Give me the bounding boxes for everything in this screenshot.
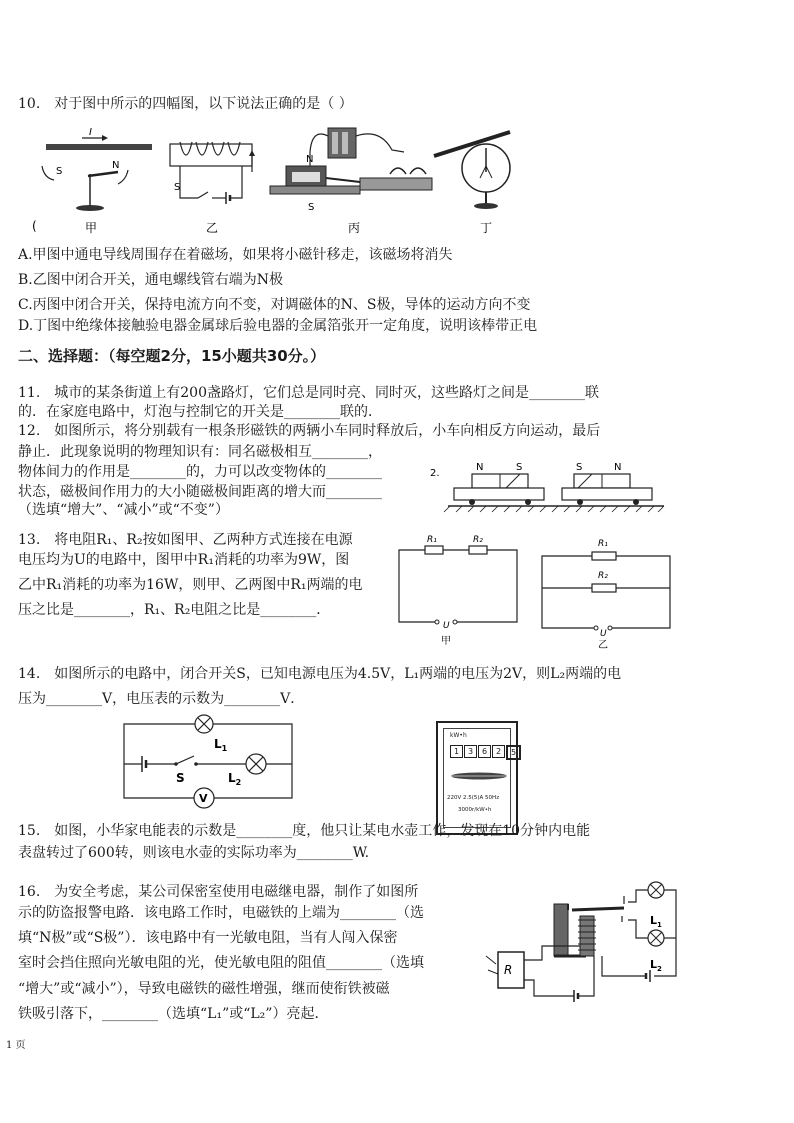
- q16-line-1: 16. 为安全考虑，某公司保密室使用电磁继电器，制作了如图所: [18, 884, 419, 900]
- lamp-l2-label: $L_2$: [650, 958, 662, 973]
- circuit-label-yi: 乙: [598, 640, 608, 651]
- q11-line-2: 的．在家庭电路中，灯泡与控制它的开关是________联的．: [18, 404, 382, 420]
- q10-option-b: B.乙图中闭合开关，通电螺线管右端为N极: [18, 272, 283, 288]
- q13-line-3: 乙中R₁消耗的功率为16W，则甲、乙两图中R₁两端的电: [18, 577, 363, 593]
- meter-digit: 2: [492, 745, 505, 758]
- meter-digits: [450, 745, 522, 760]
- q16-relay-circuit: [484, 880, 684, 1006]
- current-label: I: [89, 127, 92, 138]
- q12-line-5: （选填“增大”、“减小”或“不变”）: [18, 502, 229, 518]
- q16-line-4: 室时会挡住照向光敏电阻的光，使光敏电阻的阻值________（选填: [18, 955, 424, 971]
- r1-label: R₁: [427, 535, 437, 545]
- q16-line-5: “增大”或“减小”），导致电磁铁的磁性增强，继而使衔铁被磁: [18, 981, 390, 997]
- photoresistor-label: R: [504, 963, 513, 977]
- q16-line-3: 填“N极”或“S极”）．该电路中有一光敏电阻，当有人闯入保密: [18, 930, 398, 946]
- q11-line-1: 11. 城市的某条街道上有200盏路灯，它们总是同时亮、同时灭，这些路灯之间是________联: [18, 385, 599, 401]
- magnet-1-s: S: [516, 462, 523, 473]
- switch-label: S: [174, 182, 181, 193]
- q10-stem: 10. 对于图中所示的四幅图，以下说法正确的是（ ）: [18, 96, 353, 112]
- meter-constant: 3000r/kW•h: [458, 807, 492, 813]
- lamp-l1-label: $L_1$: [214, 737, 228, 753]
- figure-bing: [270, 128, 432, 235]
- q16-line-6: 铁吸引落下，________（选填“L₁”或“L₂”）亮起．: [18, 1006, 329, 1022]
- magnet-2-n: N: [614, 462, 622, 473]
- meter-digit: 6: [478, 745, 491, 758]
- r1-label: R₁: [598, 539, 608, 549]
- q16-line-2: 示的防盗报警电路．该电路工作时，电磁铁的上端为________（选: [18, 905, 424, 921]
- north-label: N: [112, 160, 120, 171]
- q10-figures: [30, 122, 530, 240]
- voltage-label: U: [600, 629, 607, 639]
- q13-line-2: 电压均为U的电路中，图甲中R₁消耗的功率为9W，图: [18, 552, 350, 568]
- q14-line-2: 压为________V，电压表的示数为________V．: [18, 691, 305, 707]
- q12-line-1: 12. 如图所示，将分别载有一根条形磁铁的两辆小车同时释放后，小车向相反方向运动，最后: [18, 423, 601, 439]
- q13-line-4: 压之比是________，R₁、R₂电阻之比是________．: [18, 602, 331, 618]
- voltage-label: U: [443, 621, 450, 631]
- figure-yi: [170, 142, 255, 235]
- q10-option-a: A.甲图中通电导线周围存在着磁场，如果将小磁针移走，该磁场将消失: [18, 247, 453, 263]
- figure-jia: [42, 127, 152, 235]
- meter-unit: kW•h: [450, 732, 467, 739]
- q13-line-1: 13. 将电阻R₁、R₂按如图甲、乙两种方式连接在电源: [18, 532, 353, 548]
- q12-line-4: 状态，磁极间作用力的大小随磁极间距离的增大而________: [18, 484, 382, 500]
- meter-dial-icon: [448, 767, 510, 785]
- q15-line-1: 15. 如图，小华家电能表的示数是________度，他只让某电水壶工作，发现在10分钟内电能: [18, 823, 591, 839]
- q13-circuit-jia: [395, 528, 525, 648]
- energy-meter: [436, 721, 518, 835]
- magnet-2-s: S: [576, 462, 583, 473]
- q12-line-3: 物体间力的作用是________的，力可以改变物体的________: [18, 464, 382, 480]
- figure-ding: [434, 132, 510, 235]
- q13-circuit-yi: [538, 528, 678, 652]
- meter-digit: 1: [450, 745, 463, 758]
- meter-digit: 5: [506, 745, 521, 760]
- lamp-l1-label: $L_1$: [650, 914, 662, 929]
- r2-label: R₂: [473, 535, 483, 545]
- figure-number: 2.: [430, 468, 440, 479]
- north-label: N: [306, 154, 314, 165]
- q10-option-d: D.丁图中绝缘体接触验电器金属球后验电器的金属箔张开一定角度，说明该棒带正电: [18, 318, 538, 334]
- lamp-l2-label: $L_2$: [228, 771, 242, 787]
- figure-label-ding: 丁: [480, 221, 493, 235]
- q12-figure: [428, 458, 678, 518]
- circuit-label-jia: 甲: [441, 636, 451, 647]
- meter-digit: 3: [464, 745, 477, 758]
- section-2-title: 二、选择题：（每空题2分，15小题共30分。）: [18, 347, 326, 365]
- figure-label-bing: 丙: [348, 221, 361, 235]
- south-label: S: [308, 202, 315, 213]
- meter-rating: 220V 2.5(5)A 50Hz: [447, 795, 500, 801]
- q15-line-2: 表盘转过了600转，则该电水壶的实际功率为________W.: [18, 845, 370, 861]
- q12-line-2: 静止．此现象说明的物理知识有：同名磁极相互________，: [18, 444, 382, 460]
- r2-label: R₂: [598, 571, 608, 581]
- figure-label-jia: 甲: [85, 221, 98, 235]
- figure-label-yi: 乙: [206, 221, 219, 235]
- answer-paren: (: [32, 219, 37, 233]
- q10-option-c: C.丙图中闭合开关，保持电流方向不变，对调磁体的N、S极，导体的运动方向不变: [18, 297, 531, 313]
- q14-circuit: [118, 712, 298, 812]
- q14-line-1: 14. 如图所示的电路中，闭合开关S，已知电源电压为4.5V，L₁两端的电压为2V，则L₂两端的电: [18, 666, 622, 682]
- switch-s-label: S: [176, 771, 185, 785]
- south-label: S: [56, 166, 63, 177]
- page-number: 1 页: [6, 1040, 26, 1051]
- voltmeter-label: V: [199, 792, 208, 805]
- magnet-1-n: N: [476, 462, 484, 473]
